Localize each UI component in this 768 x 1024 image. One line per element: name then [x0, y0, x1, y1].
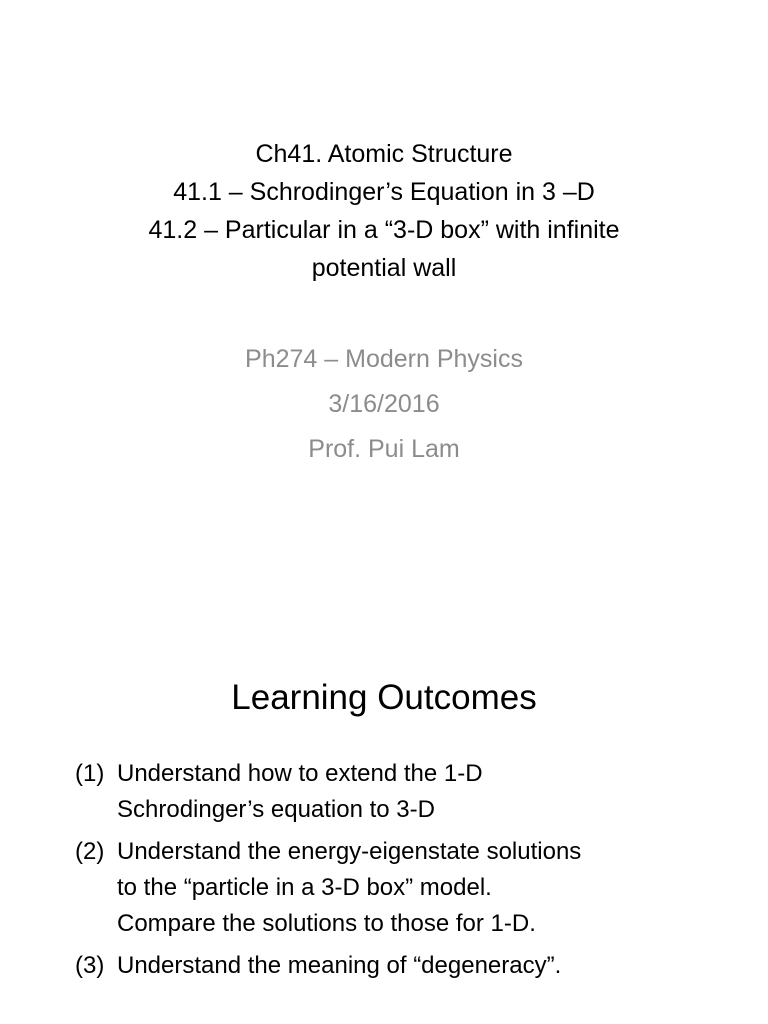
- outcome-line: Understand the meaning of “degeneracy”.: [117, 952, 562, 979]
- title-line: Ch41. Atomic Structure: [255, 140, 513, 168]
- outcome-line: Understand how to extend the 1-D: [117, 760, 483, 787]
- learning-outcomes-slide: [0, 512, 768, 1024]
- outcome-line: Compare the solutions to those for 1-D.: [117, 910, 536, 937]
- outcome-number: (3): [75, 952, 105, 979]
- list-item: [75, 834, 735, 942]
- outcomes-list: [75, 756, 735, 990]
- slide-subtitle: [0, 337, 768, 472]
- list-item: [75, 756, 735, 828]
- title-line: 41.1 – Schrodinger’s Equation in 3 –D: [173, 178, 595, 206]
- list-item: [75, 948, 735, 984]
- lecture-date: 3/16/2016: [328, 390, 440, 418]
- outcome-number: (1): [75, 760, 105, 787]
- outcome-text: [117, 834, 735, 942]
- outcomes-heading: Learning Outcomes: [231, 678, 537, 717]
- outcome-text: [117, 756, 735, 828]
- title-line: potential wall: [311, 254, 457, 282]
- slide-title: [0, 135, 768, 287]
- instructor-name: Prof. Pui Lam: [308, 435, 460, 463]
- title-line: 41.2 – Particular in a “3-D box” with infinite: [148, 216, 620, 244]
- outcome-number: (2): [75, 838, 105, 865]
- course-name: Ph274 – Modern Physics: [245, 345, 523, 373]
- outcome-line: Schrodinger’s equation to 3-D: [117, 796, 435, 823]
- outcome-line: to the “particle in a 3-D box” model.: [117, 874, 492, 901]
- outcome-line: Understand the energy-eigenstate solutions: [117, 838, 582, 865]
- outcome-text: [117, 948, 735, 984]
